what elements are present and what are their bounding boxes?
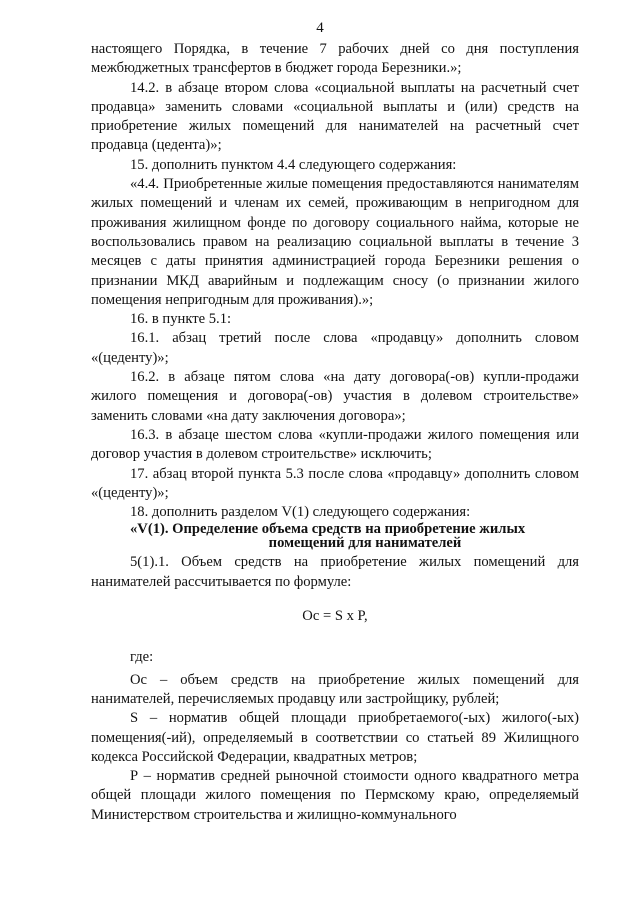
paragraph-16: 16. в пункте 5.1: [130, 311, 232, 328]
definition-p: Р – норматив средней рыночной стоимости одного квадратного метра общей площади жилого помещения по Пермскому краю, определяемый Министерством строительства и жилищно-коммунального [91, 768, 579, 823]
paragraph-16-1: 16.1. абзац третий после слова «продавцу» дополнить словом «(цеденту)»; [91, 330, 579, 366]
clause-5-1-1: 5(1).1. Объем средств на приобретение жилых помещений для нанимателей рассчитывается по формуле: [91, 554, 579, 590]
paragraph-16-2: 16.2. в абзаце пятом слова «на дату договора(-ов) купли-продажи жилого помещения и договора(-ов) участия в долевом строительстве» заменить словами «на дату заключения договора»; [91, 369, 579, 424]
paragraph-continuation: настоящего Порядка, в течение 7 рабочих дней со дня поступления межбюджетных трансфертов в бюджет города Березники.»; [91, 41, 579, 77]
section-heading-line2: помещений для нанимателей [268, 534, 462, 551]
where-label: где: [130, 649, 154, 666]
paragraph-16-3: 16.3. в абзаце шестом слова «купли-продажи жилого помещения или договор участия в долевом строительстве» исключить; [91, 426, 579, 463]
formula: Ос = S x P, [302, 608, 368, 625]
paragraph-18: 18. дополнить разделом V(1) следующего содержания: [130, 504, 471, 521]
definition-oc: Ос – объем средств на приобретение жилых помещений для нанимателей, перечисляемых продавцу или застройщику, рублей; [91, 671, 579, 707]
paragraph-14-2: 14.2. в абзаце втором слова «социальной выплаты на расчетный счет продавца» заменить словами «социальной выплаты и (или) средств на приобретение жилых помещений для нанимателей на расчетный счет продавца (цедента)»; [91, 79, 579, 154]
section-heading [91, 523, 579, 550]
paragraph-4-4: «4.4. Приобретенные жилые помещения предоставляются нанимателям жилых помещений и членам их семей, проживающим в непригодном для проживания жилищном фонде по договору социального найма, которые не воспользовались правом на реализацию социальной выплаты в течение 3 месяцев с даты принятия администрацией города Березники решения о признании МКД аварийным и подлежащим сносу (о признании жилого помещения непригодным для проживания).»; [91, 176, 579, 308]
paragraph-17: 17. абзац второй пункта 5.3 после слова «продавцу» дополнить словом «(цеденту)»; [91, 465, 579, 501]
section-heading-line1: «V(1). Определение объема средств на приобретение жилых [130, 521, 526, 538]
document-body [91, 40, 579, 825]
paragraph-15: 15. дополнить пунктом 4.4 следующего содержания: [130, 156, 457, 173]
definition-s: S – норматив общей площади приобретаемого(-ых) жилого(-ых) помещения(-ий), определяемый в соответствии со статьей 89 Жилищного кодекса Российской Федерации, квадратных метров; [91, 710, 579, 765]
page-number: 4 [316, 20, 324, 36]
